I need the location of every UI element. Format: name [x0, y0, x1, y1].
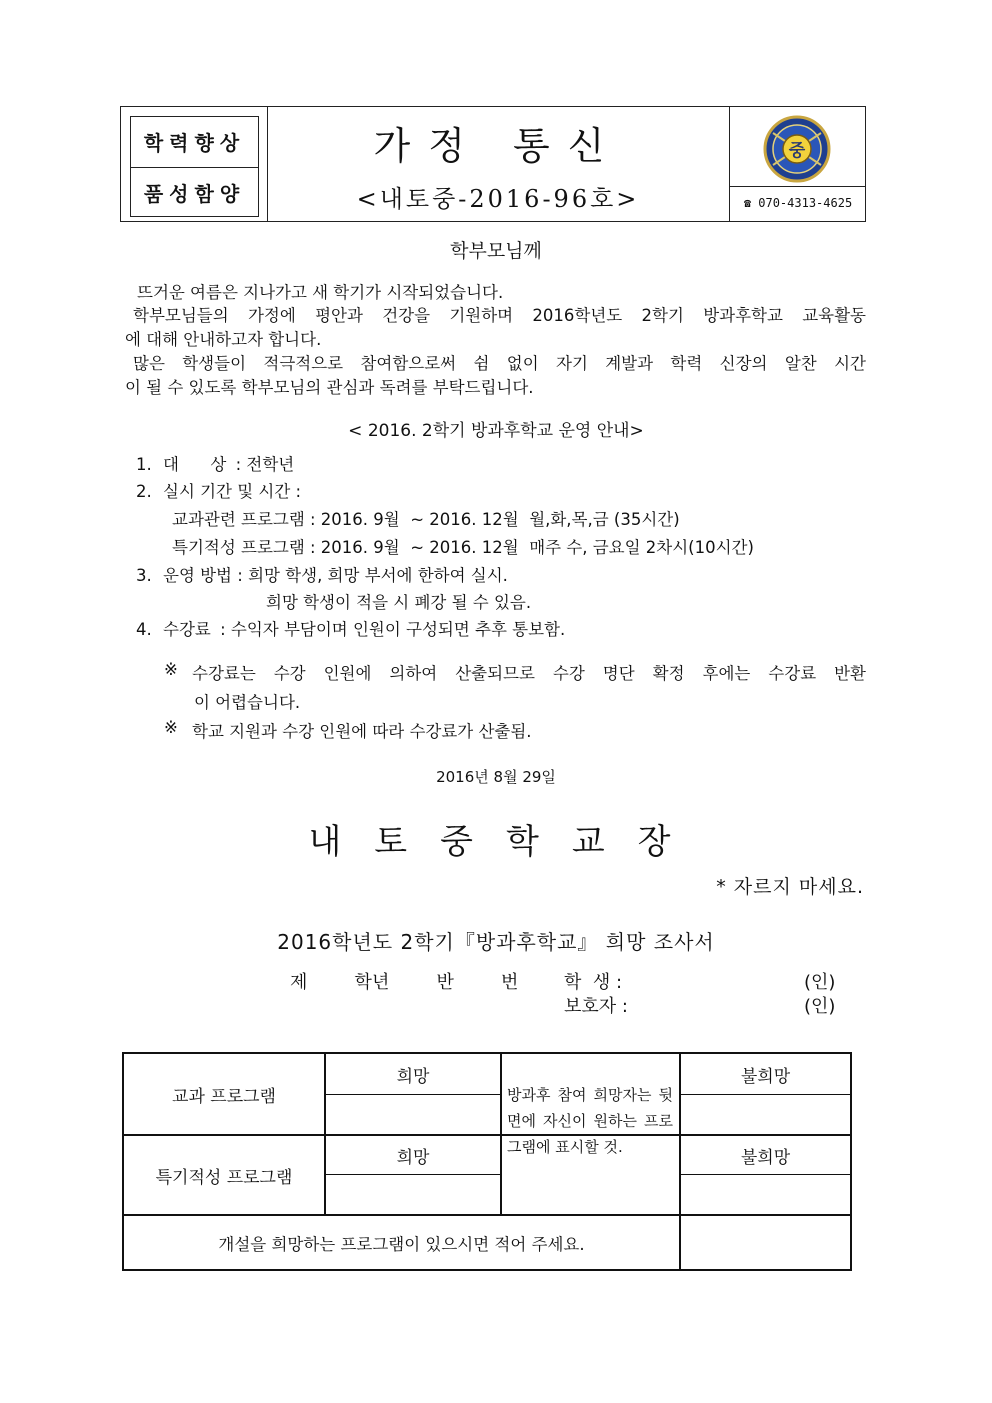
survey-table [122, 1052, 852, 1271]
svg-text:중: 중 [788, 141, 806, 161]
subject-not-want-field[interactable] [681, 1095, 850, 1134]
talent-program-label: 특기적성 프로그램 [155, 1167, 293, 1188]
survey-title: 2016학년도 2학기『방과후학교』 희망 조사서 [277, 930, 715, 954]
letter-header [120, 106, 866, 222]
note-mark: ※ [164, 660, 178, 679]
intro-line: 학부모님들의 가정에 평안과 건강을 기원하며 2016학년도 2학기 방과후학교 교육활동 [133, 306, 866, 325]
student-seal: (인) [804, 972, 836, 993]
intro-line: 에 대해 안내하고자 합니다. [125, 330, 322, 349]
issue-number: <내토중-2016-96호> [356, 185, 640, 213]
issue-date: 2016년 8월 29일 [436, 768, 556, 786]
item-4 [136, 616, 565, 640]
note-1-cont: 이 어렵습니다. [194, 693, 301, 712]
item-value: 희망 학생, 희망 부서에 한하여 실시. [248, 566, 508, 585]
item-label: 운영 방법 : [163, 566, 243, 585]
subject-program-label: 교과 프로그램 [172, 1086, 276, 1107]
note-1: 수강료는 수강 인원에 의하여 산출되므로 수강 명단 확정 후에는 수강료 반환 [192, 664, 866, 683]
item-number: 4. [136, 620, 152, 639]
item-label: 대 상 [163, 455, 227, 474]
motto-2: 품성함양 [131, 167, 258, 218]
item-1 [136, 451, 294, 475]
participation-notice: 방과후 참여 희망자는 뒷면에 자신이 원하는 프로그램에 표시할 것. [507, 1086, 673, 1156]
intro-line: 많은 학생들이 적극적으로 참여함으로써 쉼 없이 자기 계발과 학력 신장의 알찬 시간 [133, 354, 866, 373]
greeting: 학부모님께 [450, 240, 542, 262]
header-divider [729, 107, 730, 221]
grade-class-number: 제 학년 반 번 [290, 972, 519, 993]
phone-number: ☎ 070-4313-4625 [743, 196, 853, 210]
item-3 [136, 562, 508, 586]
period-subject: 교과관련 프로그램 : 2016. 9월 ~ 2016. 12월 월,화,목,금 (35시간) [172, 510, 680, 529]
guardian-seal: (인) [804, 996, 836, 1017]
item-value: : 수익자 부담이며 인원이 구성되면 추후 통보함. [220, 620, 566, 639]
want-header: 희망 [396, 1066, 430, 1087]
do-not-cut-note: * 자르지 마세요. [716, 876, 864, 898]
intro-line: 뜨거운 여름은 지나가고 새 학기가 시작되었습니다. [137, 283, 504, 302]
header-divider [267, 107, 268, 221]
motto-box [130, 116, 259, 217]
note-2: 학교 지원과 수강 인원에 따라 수강료가 산출됨. [192, 722, 532, 741]
item-number: 3. [136, 566, 152, 585]
principal-signature: 내토중학교장 [308, 822, 704, 862]
talent-want-field[interactable] [326, 1175, 500, 1214]
item-2 [136, 478, 301, 502]
letter-title: 가정 통신 [373, 124, 623, 168]
note-mark: ※ [164, 718, 178, 737]
table-rule [500, 1054, 502, 1215]
item-number: 2. [136, 482, 152, 501]
item-label: 실시 기간 및 시간 : [163, 482, 302, 501]
item-number: 1. [136, 455, 152, 474]
not-want-header: 불희망 [740, 1147, 791, 1168]
header-divider [729, 186, 865, 187]
item-value: : 전학년 [235, 455, 295, 474]
motto-1: 학력향상 [143, 131, 246, 156]
not-want-header: 불희망 [740, 1066, 791, 1087]
intro-line: 이 될 수 있도록 학부모님의 관심과 독려를 부탁드립니다. [125, 378, 534, 397]
student-label: 학 생 : [564, 972, 623, 993]
item-label: 수강료 [163, 620, 211, 639]
section-title: < 2016. 2학기 방과후학교 운영 안내> [348, 421, 644, 441]
guardian-label: 보호자 : [564, 996, 628, 1017]
talent-not-want-field[interactable] [681, 1175, 850, 1214]
open-request-field[interactable] [681, 1216, 850, 1269]
subject-want-field[interactable] [326, 1095, 500, 1134]
want-header: 희망 [396, 1147, 430, 1168]
period-talent: 특기적성 프로그램 : 2016. 9월 ~ 2016. 12월 매주 수, 금요일 2차시(10시간) [172, 538, 754, 557]
school-emblem-icon [763, 115, 831, 183]
method-line-2: 희망 학생이 적을 시 폐강 될 수 있음. [266, 593, 532, 612]
open-request-prompt: 개설을 희망하는 프로그램이 있으시면 적어 주세요. [218, 1234, 585, 1254]
